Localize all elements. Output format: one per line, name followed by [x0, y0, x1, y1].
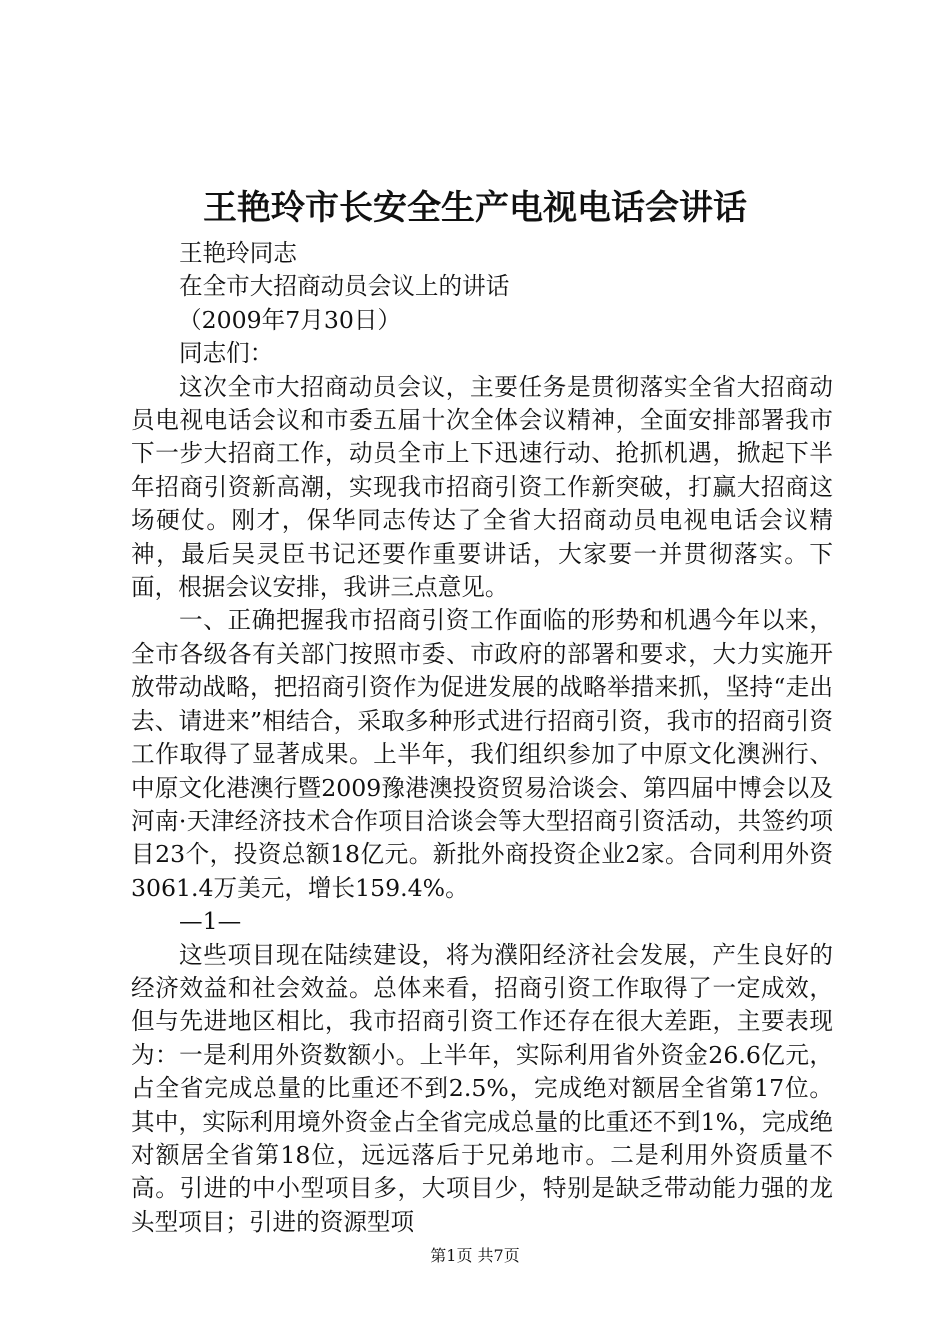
- document-title: 王艳玲市长安全生产电视电话会讲话: [203, 188, 747, 228]
- speech-subtitle: 在全市大招商动员会议上的讲话: [179, 272, 510, 301]
- page-footer: 第1页 共7页: [430, 1246, 520, 1265]
- salutation: 同志们：: [179, 339, 274, 368]
- paragraph-situation: 一、正确把握我市招商引资工作面临的形势和机遇今年以来，全市各级各有关部门按照市委、市政府的部署和要求，大力实施开放带动战略，把招商引资作为促进发展的战略举措来抓，坚持“走出去、请进来”相结合，采取多种形式进行招商引资，我市的招商引资工作取得了显著成果。上半年，我们组织参加了中原文化澳洲行、中原文化港澳行暨2009豫港澳投资贸易洽谈会、第四届中博会以及河南·天津经济技术合作项目洽谈会等大型招商引资活动，共签约项目23个，投资总额18亿元。新批外商投资企业2家。合同利用外资3061.4万美元，增长159.4%。: [131, 606, 833, 902]
- inner-page-mark: —1—: [179, 907, 242, 936]
- speech-date: （2009年7月30日）: [178, 305, 402, 334]
- document-body: [131, 237, 833, 1239]
- author-line: 王艳玲同志: [179, 239, 297, 267]
- paragraph-gap-analysis: 这些项目现在陆续建设，将为濮阳经济社会发展，产生良好的经济效益和社会效益。总体来看，招商引资工作取得了一定成效，但与先进地区相比，我市招商引资工作还存在很大差距，主要表现为：一是利用外资数额小。上半年，实际利用省外资金26.6亿元，占全省完成总量的比重还不到2.5%，完成绝对额居全省第17位。其中，实际利用境外资金占全省完成总量的比重还不到1%，完成绝对额居全省第18位，远远落后于兄弟地市。二是利用外资质量不高。引进的中小型项目多，大项目少，特别是缺乏带动能力强的龙头型项目；引进的资源型项: [131, 940, 833, 1236]
- paragraph-intro: 这次全市大招商动员会议，主要任务是贯彻落实全省大招商动员电视电话会议和市委五届十次全体会议精神，全面安排部署我市下一步大招商工作，动员全市上下迅速行动、抢抓机遇，掀起下半年招商引资新高潮，实现我市招商引资工作新突破，打赢大招商这场硬仗。刚才，保华同志传达了全省大招商动员电视电话会议精神，最后吴灵臣书记还要作重要讲话，大家要一并贯彻落实。下面，根据会议安排，我讲三点意见。: [131, 372, 833, 602]
